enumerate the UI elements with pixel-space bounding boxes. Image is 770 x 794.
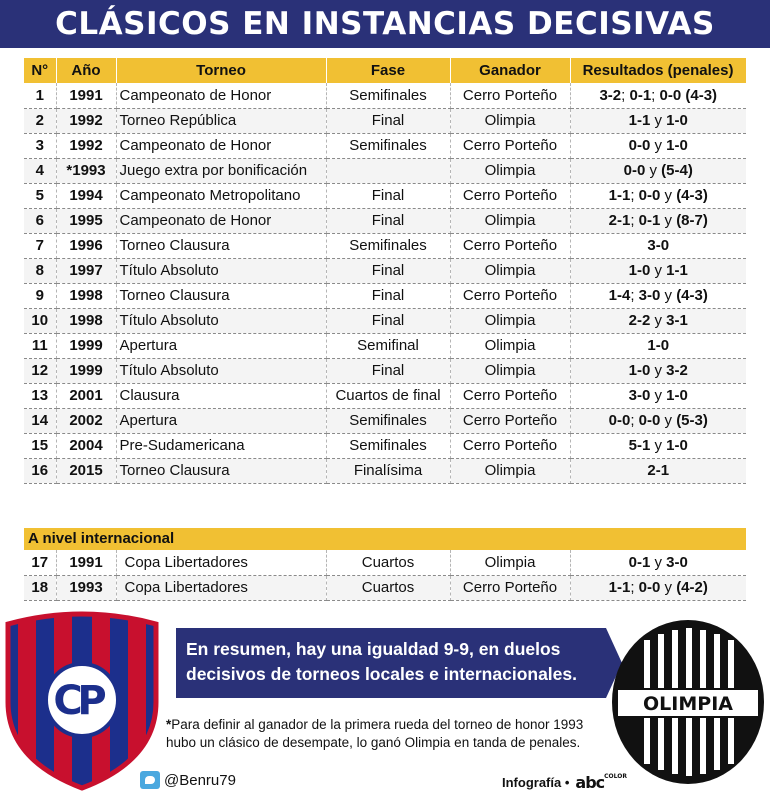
table-row [24, 158, 746, 183]
row-year: 1998 [56, 308, 116, 333]
row-fase: Semifinales [326, 433, 450, 458]
row-fase: Semifinales [326, 83, 450, 108]
table-row [24, 133, 746, 158]
result-segment: (5-3) [676, 412, 708, 429]
row-torneo: Torneo Clausura [116, 283, 326, 308]
result-segment: 0-1 [629, 86, 652, 104]
row-resultados [570, 283, 746, 308]
result-segment: (8-7) [676, 212, 708, 229]
result-segment: 1-0 [666, 137, 688, 154]
row-torneo: Torneo República [116, 108, 326, 133]
header-year: Año [56, 58, 116, 83]
row-number: 8 [24, 258, 56, 283]
summary-box: En resumen, hay una igualdad 9-9, en duelos decisivos de torneos locales e internacionales. [176, 628, 606, 698]
row-resultados [570, 183, 746, 208]
row-ganador: Cerro Porteño [450, 183, 570, 208]
row-torneo: Apertura [116, 333, 326, 358]
row-torneo: Título Absoluto [116, 308, 326, 333]
result-segment: 1-4 [608, 287, 631, 304]
row-torneo: Apertura [116, 408, 326, 433]
row-ganador: Olimpia [450, 208, 570, 233]
row-number: 11 [24, 333, 56, 358]
row-number: 4 [24, 158, 56, 183]
result-segment: 3-0 [647, 237, 670, 254]
result-segment: 1-0 [628, 262, 651, 279]
twitter-icon [140, 771, 160, 789]
row-year: 2001 [56, 383, 116, 408]
row-number: 9 [24, 283, 56, 308]
row-fase: Final [326, 283, 450, 308]
header-fase: Fase [326, 58, 450, 83]
result-segment: ; [621, 86, 630, 104]
row-fase [326, 158, 450, 183]
row-torneo: Copa Libertadores [116, 575, 326, 600]
row-resultados [570, 433, 746, 458]
row-torneo: Pre-Sudamericana [116, 433, 326, 458]
row-year: 1991 [56, 83, 116, 108]
result-segment: y [645, 162, 662, 179]
row-number: 12 [24, 358, 56, 383]
table-header-row [24, 58, 746, 83]
row-torneo: Copa Libertadores [116, 550, 326, 575]
result-segment: 0-1 [638, 212, 661, 229]
row-resultados [570, 308, 746, 333]
row-ganador: Olimpia [450, 108, 570, 133]
header-num: N° [24, 58, 56, 83]
header-torneo: Torneo [116, 58, 326, 83]
row-ganador: Cerro Porteño [450, 133, 570, 158]
row-resultados [570, 550, 746, 575]
row-number: 16 [24, 458, 56, 483]
table-row [24, 183, 746, 208]
row-year: 1995 [56, 208, 116, 233]
result-segment: y [650, 112, 667, 129]
result-segment: y [650, 362, 667, 379]
table-row [24, 550, 746, 575]
result-segment: 2-2 [628, 312, 651, 329]
row-resultados [570, 575, 746, 600]
row-ganador: Cerro Porteño [450, 383, 570, 408]
result-segment: y [660, 287, 677, 304]
row-year: 1994 [56, 183, 116, 208]
result-segment: ; [630, 212, 639, 229]
row-torneo: Torneo Clausura [116, 458, 326, 483]
row-year: 1996 [56, 233, 116, 258]
row-number: 18 [24, 575, 56, 600]
row-year: *1993 [56, 158, 116, 183]
result-segment: 0-0 [638, 412, 661, 429]
row-fase: Semifinales [326, 233, 450, 258]
result-segment: 1-1 [608, 579, 631, 596]
result-segment: 0-0 [638, 579, 661, 596]
result-segment: y [650, 137, 667, 154]
row-resultados [570, 158, 746, 183]
row-ganador: Olimpia [450, 358, 570, 383]
row-ganador: Olimpia [450, 333, 570, 358]
row-fase: Final [326, 208, 450, 233]
table-row [24, 383, 746, 408]
row-torneo: Torneo Clausura [116, 233, 326, 258]
result-segment: 2-1 [608, 212, 631, 229]
row-resultados [570, 458, 746, 483]
result-segment: ; [651, 86, 660, 104]
table-row [24, 258, 746, 283]
row-fase: Semifinales [326, 133, 450, 158]
row-number: 13 [24, 383, 56, 408]
result-segment: 1-1 [608, 187, 631, 204]
table-row [24, 283, 746, 308]
cerro-letter-c: C [53, 678, 83, 724]
table-row [24, 408, 746, 433]
table-row [24, 358, 746, 383]
row-ganador: Olimpia [450, 258, 570, 283]
row-ganador: Cerro Porteño [450, 575, 570, 600]
row-resultados [570, 108, 746, 133]
row-fase: Final [326, 258, 450, 283]
result-segment: y [660, 212, 677, 229]
abc-brand-small: COLOR [604, 773, 627, 780]
result-segment: 0-0 (4-3) [659, 86, 718, 104]
footnote [166, 716, 606, 752]
table-row [24, 458, 746, 483]
row-ganador: Olimpia [450, 550, 570, 575]
table-row [24, 308, 746, 333]
row-ganador: Olimpia [450, 158, 570, 183]
result-segment: (4-3) [676, 287, 708, 304]
row-resultados [570, 383, 746, 408]
row-torneo: Clausura [116, 383, 326, 408]
table-row [24, 233, 746, 258]
row-fase: Finalísima [326, 458, 450, 483]
row-ganador: Cerro Porteño [450, 83, 570, 108]
result-segment: 5-1 [628, 437, 651, 454]
abc-brand-text: abc [575, 773, 605, 792]
result-segment: y [660, 187, 677, 204]
table-row [24, 333, 746, 358]
row-year: 1997 [56, 258, 116, 283]
row-fase: Final [326, 183, 450, 208]
result-segment: 1-0 [666, 437, 688, 454]
row-fase: Final [326, 308, 450, 333]
row-year: 1993 [56, 575, 116, 600]
row-number: 15 [24, 433, 56, 458]
result-segment: 3-0 [628, 387, 651, 404]
row-year: 1999 [56, 358, 116, 383]
header-resultados: Resultados (penales) [570, 58, 746, 83]
row-resultados [570, 258, 746, 283]
row-number: 10 [24, 308, 56, 333]
olimpia-logo-text: OLIMPIA [643, 693, 733, 715]
matches-table [24, 58, 746, 484]
result-segment: y [650, 437, 667, 454]
cerro-letter-p: P [77, 678, 107, 724]
result-segment: 0-0 [608, 412, 631, 429]
credit [502, 773, 627, 792]
result-segment: 1-0 [666, 387, 688, 404]
result-segment: 0-1 [628, 553, 651, 571]
row-year: 2015 [56, 458, 116, 483]
result-segment: (4-3) [676, 187, 708, 204]
result-segment: ; [630, 287, 639, 304]
row-number: 14 [24, 408, 56, 433]
row-resultados [570, 133, 746, 158]
page-title: CLÁSICOS EN INSTANCIAS DECISIVAS [0, 0, 770, 48]
result-segment: 3-1 [666, 312, 688, 329]
result-segment: 1-1 [628, 112, 651, 129]
result-segment: y [650, 312, 667, 329]
row-year: 1992 [56, 133, 116, 158]
result-segment: 3-2 [666, 362, 688, 379]
row-ganador: Cerro Porteño [450, 233, 570, 258]
result-segment: 3-2 [599, 86, 622, 104]
row-torneo: Título Absoluto [116, 258, 326, 283]
row-ganador: Olimpia [450, 308, 570, 333]
row-year: 1992 [56, 108, 116, 133]
row-fase: Cuartos de final [326, 383, 450, 408]
result-segment: 1-0 [647, 337, 670, 354]
result-segment: ; [630, 187, 639, 204]
table-row [24, 108, 746, 133]
row-number: 17 [24, 550, 56, 575]
result-segment: 3-0 [666, 553, 688, 571]
row-resultados [570, 408, 746, 433]
row-torneo: Título Absoluto [116, 358, 326, 383]
result-segment: 2-1 [647, 462, 670, 479]
row-number: 3 [24, 133, 56, 158]
row-fase: Cuartos [326, 575, 450, 600]
row-ganador: Olimpia [450, 458, 570, 483]
row-torneo: Campeonato de Honor [116, 83, 326, 108]
result-segment: 1-0 [628, 362, 651, 379]
credit-label: Infografía • [502, 775, 570, 790]
footnote-text: Para definir al ganador de la primera rueda del torneo de honor 1993 hubo un clásico de desempate, lo ganó Olimpia en tanda de penales. [166, 717, 584, 750]
result-segment: y [660, 579, 677, 596]
row-number: 6 [24, 208, 56, 233]
row-fase: Final [326, 358, 450, 383]
result-segment: 0-0 [623, 162, 646, 179]
result-segment: 3-0 [638, 287, 661, 304]
row-resultados [570, 333, 746, 358]
row-number: 1 [24, 83, 56, 108]
result-segment: y [650, 387, 667, 404]
result-segment: ; [630, 579, 639, 596]
olimpia-crest-icon [610, 618, 766, 786]
result-segment: (5-4) [661, 162, 693, 179]
result-segment: (4-2) [676, 579, 708, 596]
cerro-porteno-crest-icon [2, 610, 162, 792]
row-number: 7 [24, 233, 56, 258]
row-ganador: Cerro Porteño [450, 283, 570, 308]
row-fase: Final [326, 108, 450, 133]
row-ganador: Cerro Porteño [450, 408, 570, 433]
row-year: 2004 [56, 433, 116, 458]
table-row [24, 575, 746, 600]
row-resultados [570, 358, 746, 383]
row-year: 1999 [56, 333, 116, 358]
row-torneo: Campeonato de Honor [116, 133, 326, 158]
result-segment: ; [630, 412, 639, 429]
result-segment: 0-0 [638, 187, 661, 204]
row-year: 1998 [56, 283, 116, 308]
result-segment: 1-1 [666, 262, 688, 279]
row-year: 2002 [56, 408, 116, 433]
international-table [24, 550, 746, 601]
row-fase: Semifinales [326, 408, 450, 433]
row-resultados [570, 208, 746, 233]
twitter-handle[interactable] [140, 770, 236, 790]
table-row [24, 433, 746, 458]
row-year: 1991 [56, 550, 116, 575]
row-number: 5 [24, 183, 56, 208]
row-fase: Cuartos [326, 550, 450, 575]
footnote-star: * [166, 717, 172, 732]
result-segment: y [650, 553, 667, 571]
twitter-handle-text: @Benru79 [164, 771, 236, 789]
row-ganador: Cerro Porteño [450, 433, 570, 458]
result-segment: y [660, 412, 677, 429]
result-segment: 0-0 [628, 137, 651, 154]
row-torneo: Juego extra por bonificación [116, 158, 326, 183]
row-torneo: Campeonato de Honor [116, 208, 326, 233]
row-torneo: Campeonato Metropolitano [116, 183, 326, 208]
table-row [24, 208, 746, 233]
table-row [24, 83, 746, 108]
international-section-title: A nivel internacional [24, 528, 746, 550]
result-segment: 1-0 [666, 112, 688, 129]
header-ganador: Ganador [450, 58, 570, 83]
row-fase: Semifinal [326, 333, 450, 358]
row-resultados [570, 233, 746, 258]
result-segment: y [650, 262, 667, 279]
row-number: 2 [24, 108, 56, 133]
row-resultados [570, 83, 746, 108]
